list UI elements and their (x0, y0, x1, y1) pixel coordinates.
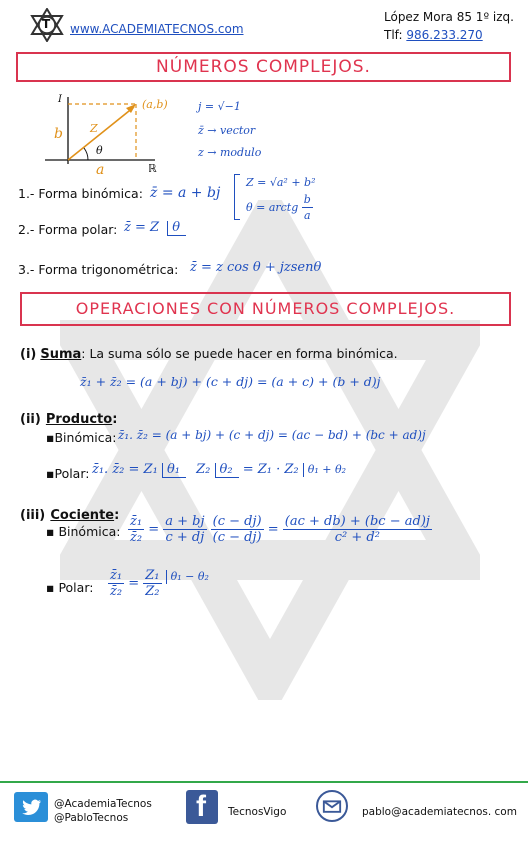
cociente-colon: : (114, 508, 120, 523)
polar-angle: θ (167, 221, 186, 236)
email-icon[interactable] (316, 790, 348, 822)
cociente-title: Cociente (50, 508, 115, 523)
producto-colon: : (112, 412, 118, 427)
address: López Mora 85 1º izq. (384, 10, 514, 24)
facebook-name[interactable]: TecnosVigo (228, 806, 287, 818)
vector-z-label: Z (90, 122, 98, 135)
cociente-f1 (163, 514, 206, 545)
cociente-heading (20, 504, 119, 523)
producto-heading (20, 408, 117, 427)
axis-real-label: ℝ (148, 162, 157, 175)
producto-angle-sum: θ₁ + θ₂ (303, 463, 352, 477)
cociente-bin-expr: $\frac{\text{z̄₁}}{\text{z̄₂}}$ = $\frac{a + bj}{c + dj}$ $\frac{(c - dj)}{(c - dj)}$ = $\frac{(ac + db) + (bc - ad)j}{\text{c² + d²}}$ (130, 514, 430, 545)
producto-angle2: θ₂ (215, 463, 239, 478)
suma-prefix: (i) (20, 347, 37, 362)
cociente-p-lhs (108, 568, 124, 599)
binomica-label: 1.- Forma binómica: (18, 186, 143, 201)
trig-label: 3.- Forma trigonométrica: (18, 262, 179, 277)
producto-polar-expr (92, 462, 352, 478)
producto-angle1: θ₁ (162, 463, 186, 478)
phone-label: Tlf: (384, 28, 403, 42)
phone-link[interactable]: 986.233.270 (406, 28, 483, 42)
cociente-p-angle: θ₁ − θ₂ (166, 570, 215, 584)
twitter-handle-1[interactable]: @AcademiaTecnos (54, 798, 152, 810)
footer-divider (0, 781, 528, 783)
twitter-icon[interactable] (14, 792, 48, 822)
producto-z2: Z₂ (196, 462, 211, 477)
section-title-text: OPERACIONES CON NÚMEROS COMPLEJOS. (75, 299, 456, 318)
cociente-f1-den: c + dj (165, 530, 205, 545)
cociente-p-num: Z₁ (145, 568, 160, 583)
cociente-f2-den: (c − dj) (212, 530, 262, 545)
suma-heading (20, 346, 398, 362)
email-address[interactable]: pablo@academiatecnos. com (362, 806, 517, 818)
theta-den: a (304, 209, 311, 222)
theta-frac (302, 192, 313, 223)
logo-letter: T (42, 17, 51, 31)
cociente-f2 (211, 514, 264, 545)
angle-theta-label: θ (96, 144, 103, 157)
cociente-f3-den: c² + d² (334, 530, 380, 545)
producto-bin-expr: z̄₁. z̄₂ = (a + bj) + (c + dj) = (ac − bd) + (bc + ad)j (118, 428, 426, 442)
def-zmod: z → modulo (198, 146, 262, 159)
polar-label: 2.- Forma polar: (18, 222, 118, 237)
def-zvec: z̄ → vector (198, 124, 256, 137)
cociente-bin-label: ▪ Binómica: (46, 524, 121, 539)
phone-line (384, 28, 483, 42)
polar-expr (124, 220, 186, 236)
cociente-lhs-den: z̄₂ (130, 530, 143, 545)
producto-polar-lhs: z̄₁. z̄₂ = Z₁ (92, 462, 158, 477)
theta-lhs: θ = arctg (246, 201, 299, 214)
section-title-operaciones (20, 292, 511, 326)
cociente-f3 (283, 514, 432, 545)
cociente-lhs-num: z̄₁ (130, 514, 143, 529)
suma-title: Suma (40, 347, 82, 362)
page-title (16, 52, 511, 82)
cociente-f3-num: (ac + db) + (bc − ad)j (284, 514, 430, 529)
cociente-p-lhs-den: z̄₂ (110, 584, 123, 599)
producto-eq-mid: = Z₁ · Z₂ (242, 462, 299, 477)
cociente-f2-num: (c − dj) (212, 514, 262, 529)
cociente-lhs-frac (128, 514, 144, 545)
twitter-handle-2[interactable]: @PabloTecnos (54, 812, 129, 824)
side-a-label: a (96, 162, 105, 178)
cociente-prefix: (iii) (20, 508, 46, 523)
theta-num: b (303, 193, 311, 206)
website-link[interactable]: www.ACADEMIATECNOS.com (70, 22, 244, 36)
suma-text: : La suma sólo se puede hacer en forma binómica. (81, 346, 398, 361)
twitter-bird-icon (14, 792, 48, 822)
polar-lhs: z̄ = Z (124, 220, 160, 235)
suma-expr: z̄₁ + z̄₂ = (a + bj) + (c + dj) = (a + c) + (b + d)j (80, 374, 381, 389)
point-label: (a,b) (142, 98, 168, 111)
cociente-polar-label: ▪ Polar: (46, 580, 94, 595)
cociente-polar-expr: $\frac{\text{z̄₁}}{\text{z̄₂}}$ = $\frac{\text{Z₁}}{\text{Z₂}}$ θ₁ − θ₂ (108, 568, 215, 599)
axis-imag-label: I (58, 94, 62, 105)
producto-bin-label: ▪Binómica: (46, 430, 117, 445)
binomica-bracket (234, 174, 240, 220)
binomica-expr: z̄ = a + bj (150, 185, 221, 201)
facebook-icon[interactable]: f (186, 790, 218, 824)
mod-expr: Z = √a² + b² (246, 176, 316, 189)
producto-polar-label: ▪Polar: (46, 466, 90, 481)
cociente-p-den: Z₂ (145, 584, 160, 599)
producto-prefix: (ii) (20, 412, 41, 427)
page-title-text: NÚMEROS COMPLEJOS. (156, 57, 371, 77)
envelope-icon (318, 792, 346, 820)
logo (30, 8, 64, 42)
producto-title: Producto (45, 412, 113, 427)
cociente-p-frac (143, 568, 161, 599)
trig-expr: z̄ = z cos θ + jzsenθ (190, 260, 322, 275)
theta-expr (246, 192, 313, 223)
def-j: j = √−1 (198, 100, 241, 113)
side-b-label: b (54, 126, 63, 142)
cociente-f1-num: a + bj (165, 514, 205, 529)
cociente-p-lhs-num: z̄₁ (110, 568, 123, 583)
